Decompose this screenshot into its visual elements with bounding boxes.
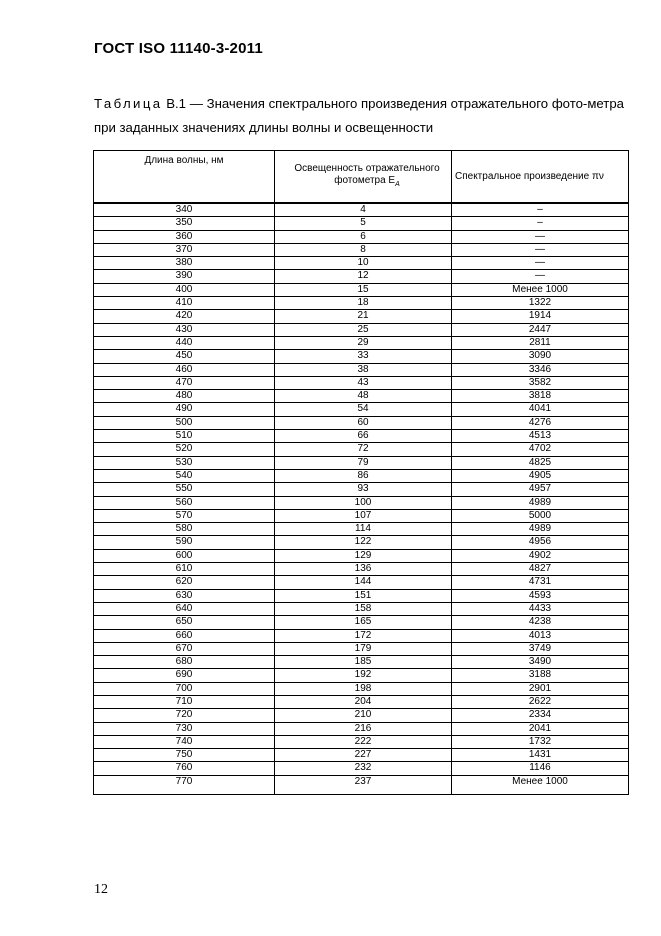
cell-spectral-product: 1146: [452, 762, 629, 775]
cell-illuminance: 107: [275, 509, 452, 522]
cell-spectral-product: 4702: [452, 443, 629, 456]
cell-spectral-product: 1322: [452, 297, 629, 310]
cell-illuminance: 5: [275, 217, 452, 230]
cell-spectral-product: —: [452, 243, 629, 256]
table-row: [94, 536, 629, 549]
cell-spectral-product: 4825: [452, 456, 629, 469]
cell-illuminance: 237: [275, 775, 452, 794]
cell-spectral-product: Менее 1000: [452, 775, 629, 794]
cell-wavelength: 730: [94, 722, 275, 735]
cell-wavelength: 420: [94, 310, 275, 323]
table-row: [94, 203, 629, 217]
cell-illuminance: 165: [275, 616, 452, 629]
cell-spectral-product: 1431: [452, 749, 629, 762]
cell-illuminance: 10: [275, 257, 452, 270]
table-row: [94, 589, 629, 602]
cell-spectral-product: —: [452, 230, 629, 243]
cell-spectral-product: 3490: [452, 656, 629, 669]
cell-spectral-product: 4956: [452, 536, 629, 549]
cell-illuminance: 192: [275, 669, 452, 682]
cell-illuminance: 151: [275, 589, 452, 602]
table-row: [94, 257, 629, 270]
cell-wavelength: 520: [94, 443, 275, 456]
cell-illuminance: 198: [275, 682, 452, 695]
cell-wavelength: 510: [94, 430, 275, 443]
cell-illuminance: 66: [275, 430, 452, 443]
cell-spectral-product: 3090: [452, 350, 629, 363]
cell-wavelength: 590: [94, 536, 275, 549]
table-row: [94, 310, 629, 323]
cell-wavelength: 740: [94, 735, 275, 748]
cell-wavelength: 710: [94, 695, 275, 708]
cell-illuminance: 100: [275, 496, 452, 509]
cell-wavelength: 450: [94, 350, 275, 363]
header-wavelength: Длина волны, нм: [94, 151, 275, 204]
cell-illuminance: 60: [275, 416, 452, 429]
table-row: [94, 629, 629, 642]
table-row: [94, 483, 629, 496]
cell-spectral-product: 4041: [452, 403, 629, 416]
table-row: [94, 549, 629, 562]
table-caption: [94, 92, 624, 140]
table-row: [94, 297, 629, 310]
table-row: [94, 469, 629, 482]
cell-spectral-product: 4957: [452, 483, 629, 496]
cell-illuminance: 227: [275, 749, 452, 762]
header-spectral-product: Спектральное произведение πν: [452, 151, 629, 204]
cell-spectral-product: 2811: [452, 336, 629, 349]
table-row: [94, 243, 629, 256]
cell-wavelength: 770: [94, 775, 275, 794]
cell-spectral-product: 2622: [452, 695, 629, 708]
cell-wavelength: 460: [94, 363, 275, 376]
cell-wavelength: 540: [94, 469, 275, 482]
cell-spectral-product: 3188: [452, 669, 629, 682]
cell-illuminance: 185: [275, 656, 452, 669]
table-row: [94, 709, 629, 722]
cell-illuminance: 144: [275, 576, 452, 589]
cell-illuminance: 136: [275, 563, 452, 576]
table-row: [94, 376, 629, 389]
cell-illuminance: 172: [275, 629, 452, 642]
table-body: [94, 203, 629, 794]
cell-spectral-product: 4238: [452, 616, 629, 629]
table-row: [94, 430, 629, 443]
table-row: [94, 602, 629, 615]
cell-wavelength: 660: [94, 629, 275, 642]
cell-spectral-product: 4827: [452, 563, 629, 576]
cell-spectral-product: 2901: [452, 682, 629, 695]
cell-spectral-product: 4593: [452, 589, 629, 602]
cell-wavelength: 470: [94, 376, 275, 389]
cell-wavelength: 340: [94, 203, 275, 217]
cell-illuminance: 222: [275, 735, 452, 748]
cell-spectral-product: —: [452, 270, 629, 283]
cell-wavelength: 570: [94, 509, 275, 522]
table-row: [94, 230, 629, 243]
cell-spectral-product: –: [452, 217, 629, 230]
cell-illuminance: 43: [275, 376, 452, 389]
cell-illuminance: 79: [275, 456, 452, 469]
table-row: [94, 283, 629, 296]
table-row: [94, 735, 629, 748]
table-row: [94, 390, 629, 403]
cell-wavelength: 370: [94, 243, 275, 256]
cell-illuminance: 216: [275, 722, 452, 735]
cell-wavelength: 550: [94, 483, 275, 496]
cell-spectral-product: 2041: [452, 722, 629, 735]
cell-illuminance: 12: [275, 270, 452, 283]
cell-wavelength: 670: [94, 642, 275, 655]
cell-wavelength: 630: [94, 589, 275, 602]
table-row: [94, 722, 629, 735]
cell-spectral-product: 3346: [452, 363, 629, 376]
table-row: [94, 363, 629, 376]
cell-wavelength: 500: [94, 416, 275, 429]
table-row: [94, 616, 629, 629]
table-row: [94, 775, 629, 794]
table-row: [94, 642, 629, 655]
cell-spectral-product: 4433: [452, 602, 629, 615]
cell-illuminance: 93: [275, 483, 452, 496]
cell-illuminance: 25: [275, 323, 452, 336]
document-code: ГОСТ ISO 11140-3-2011: [94, 40, 263, 57]
table-row: [94, 682, 629, 695]
cell-spectral-product: 5000: [452, 509, 629, 522]
cell-spectral-product: 4989: [452, 523, 629, 536]
cell-wavelength: 560: [94, 496, 275, 509]
table-row: [94, 656, 629, 669]
header-illuminance-text: Освещенность отражательного фотометра E: [294, 162, 440, 186]
table-row: [94, 563, 629, 576]
cell-spectral-product: 4731: [452, 576, 629, 589]
cell-illuminance: 122: [275, 536, 452, 549]
cell-wavelength: 680: [94, 656, 275, 669]
cell-spectral-product: 4989: [452, 496, 629, 509]
table-row: [94, 336, 629, 349]
cell-wavelength: 530: [94, 456, 275, 469]
cell-wavelength: 620: [94, 576, 275, 589]
cell-illuminance: 158: [275, 602, 452, 615]
cell-illuminance: 86: [275, 469, 452, 482]
cell-spectral-product: 4513: [452, 430, 629, 443]
cell-illuminance: 204: [275, 695, 452, 708]
cell-wavelength: 640: [94, 602, 275, 615]
cell-illuminance: 114: [275, 523, 452, 536]
cell-wavelength: 760: [94, 762, 275, 775]
cell-spectral-product: 1732: [452, 735, 629, 748]
cell-spectral-product: 2447: [452, 323, 629, 336]
cell-illuminance: 72: [275, 443, 452, 456]
table-row: [94, 350, 629, 363]
cell-illuminance: 33: [275, 350, 452, 363]
cell-wavelength: 430: [94, 323, 275, 336]
table-row: [94, 523, 629, 536]
table-row: [94, 217, 629, 230]
cell-illuminance: 38: [275, 363, 452, 376]
cell-illuminance: 6: [275, 230, 452, 243]
header-illuminance-subscript: A: [395, 180, 400, 188]
cell-spectral-product: 4013: [452, 629, 629, 642]
cell-illuminance: 4: [275, 203, 452, 217]
cell-illuminance: 232: [275, 762, 452, 775]
cell-wavelength: 580: [94, 523, 275, 536]
cell-illuminance: 129: [275, 549, 452, 562]
cell-spectral-product: Менее 1000: [452, 283, 629, 296]
table-row: [94, 695, 629, 708]
cell-spectral-product: 2334: [452, 709, 629, 722]
cell-spectral-product: 1914: [452, 310, 629, 323]
cell-illuminance: 8: [275, 243, 452, 256]
cell-illuminance: 21: [275, 310, 452, 323]
cell-spectral-product: —: [452, 257, 629, 270]
table-row: [94, 416, 629, 429]
cell-wavelength: 400: [94, 283, 275, 296]
cell-spectral-product: 3818: [452, 390, 629, 403]
cell-wavelength: 600: [94, 549, 275, 562]
cell-wavelength: 480: [94, 390, 275, 403]
table-row: [94, 509, 629, 522]
cell-spectral-product: 3582: [452, 376, 629, 389]
table-row: [94, 270, 629, 283]
cell-wavelength: 490: [94, 403, 275, 416]
cell-wavelength: 360: [94, 230, 275, 243]
cell-wavelength: 610: [94, 563, 275, 576]
spectral-product-table: [93, 150, 629, 795]
cell-wavelength: 390: [94, 270, 275, 283]
cell-wavelength: 690: [94, 669, 275, 682]
cell-wavelength: 440: [94, 336, 275, 349]
cell-wavelength: 750: [94, 749, 275, 762]
table-row: [94, 762, 629, 775]
table-row: [94, 403, 629, 416]
cell-illuminance: 18: [275, 297, 452, 310]
table-row: [94, 749, 629, 762]
cell-illuminance: 179: [275, 642, 452, 655]
cell-illuminance: 15: [275, 283, 452, 296]
cell-wavelength: 350: [94, 217, 275, 230]
table-row: [94, 496, 629, 509]
header-illuminance: [275, 151, 452, 204]
cell-wavelength: 650: [94, 616, 275, 629]
cell-wavelength: 700: [94, 682, 275, 695]
cell-illuminance: 54: [275, 403, 452, 416]
cell-spectral-product: 4905: [452, 469, 629, 482]
table-row: [94, 443, 629, 456]
cell-spectral-product: 4902: [452, 549, 629, 562]
cell-illuminance: 210: [275, 709, 452, 722]
table-caption-text: В.1 — Значения спектрального произведения отражательного фото-метра при заданных значениях длины волны и освещенности: [94, 96, 624, 135]
cell-wavelength: 380: [94, 257, 275, 270]
table-row: [94, 456, 629, 469]
cell-illuminance: 48: [275, 390, 452, 403]
cell-illuminance: 29: [275, 336, 452, 349]
table-row: [94, 576, 629, 589]
table-header-row: [94, 151, 629, 204]
cell-spectral-product: –: [452, 203, 629, 217]
cell-spectral-product: 4276: [452, 416, 629, 429]
page-number: 12: [94, 882, 108, 897]
table-row: [94, 323, 629, 336]
table-caption-label: Таблица: [94, 96, 163, 111]
cell-spectral-product: 3749: [452, 642, 629, 655]
cell-wavelength: 720: [94, 709, 275, 722]
cell-wavelength: 410: [94, 297, 275, 310]
table-row: [94, 669, 629, 682]
